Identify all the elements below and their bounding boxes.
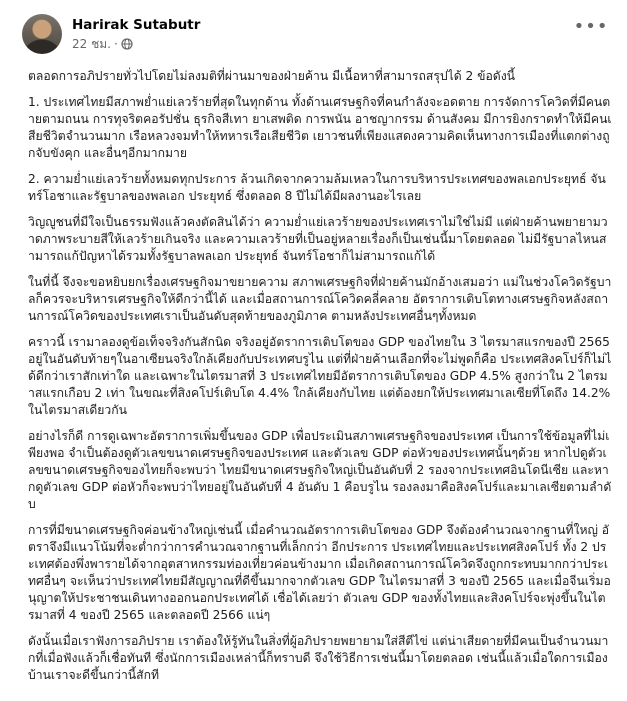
post-paragraph: ดังนั้นเมื่อเราฟังการอภิปราย เราต้องให้รู้ทันในสิ่งที่ผู้อภิปรายพยายามใส่สีตีไข่ แต่น่าเสียดายที่มีคนเป็นจำนวนมากที่เมื่อฟังแล้วก็เชื่อทันที ซึ่งนักการเมืองเหล่านี้ก็ทราบดี จึงใช้วิธีการเช่นนี้มาโดยตลอด เช่นนี้แล้วเมื่อใดการเมืองบ้านเราจะดีขึ้นกว่านี้สักที	[28, 634, 609, 682]
post-paragraph: การที่มีขนาดเศรษฐกิจค่อนข้างใหญ่เช่นนี้ เมื่อคำนวณอัตราการเติบโตของ GDP จึงต้องคำนวณจากฐานที่ใหญ่ อัตราจึงมีแนวโน้มที่จะต่ำกว่าการคำนวณจากฐานที่เล็กกว่า อีกประการ ประเทศไทยและประเทศสิงคโปร์ ทั้ง 2 ประเทศต้องพึ่งพารายได้จากอุตสาหกรรมท่องเที่ยวค่อนข้างมาก เมื่อเกิดสถานการณ์โควิดจึงถูกกระทบมากกว่าประเทศอื่นๆ จะเห็นว่าประเทศไทยมีสัญญาณที่ดีขึ้นมากจากตัวเลข GDP ในไตรมาสที่ 3 ของปี 2565 และเมื่อจีนเริ่มอนุญาตให้ประชาชนเดินทางออกนอกประเทศได้ เชื่อได้เลยว่า ตัวเลข GDP ของทั้งไทยและสิงคโปร์จะพุ่งขึ้นในไตรมาสที่ 4 ของปี 2565 และตลอดปี 2566 แน่ๆ	[28, 523, 611, 622]
post-meta	[72, 17, 200, 52]
author-name[interactable]: Harirak Sutabutr	[72, 16, 201, 33]
post-paragraph: คราวนี้ เรามาลองดูข้อเท็จจริงกันสักนิด จริงอยู่อัตราการเติบโตของ GDP ของไทยใน 3 ไตรมาสแรกของปี 2565 อยู่ในอันดับท้ายๆในอาเซียนจริงใกล้เคียงกับประเทศบรูไน แต่ที่ฝ่ายค้านเลือกที่จะไม่พูดก็คือ ประเทศสิงคโปร์ก็ไม่ได้ดีกว่าเราสักเท่าใด และเฉพาะในไตรมาสที่ 3 ประเทศไทยมีอัตราการเติบโตของ GDP 4.5% สูงกว่าใน 2 ไตรมาสแรกเกือบ 2 เท่า ในขณะที่สิงคโปร์เติบโต 4.4% ใกล้เคียงกับไทย แต่ต้องยกให้ประเทศมาเลเซียที่โตถึง 14.2% ในไตรมาสเดียวกัน	[28, 335, 612, 417]
post-paragraph: 1. ประเทศไทยมีสภาพย่ำแย่เลวร้ายที่สุดในทุกด้าน ทั้งด้านเศรษฐกิจที่คนกำลังจะอดตาย การจัดการโควิดที่มีคนตายตามถนน การทุจริตคอรัปชั่น ธุรกิจสีเทา ยาเสพติด การพนัน อาชญากรรม ด้านสังคม มีการยิงกราดทำให้มีคนเสียชีวิตจำนวนมาก เรือหลวงจมทำให้ทหารเรือเสียชีวิต เยาวชนที่เพียงแสดงความคิดเห็นทางการเมืองที่แตกต่างถูกจับขังคุก และอื่นๆอีกมากมาย	[28, 95, 612, 160]
post-body	[28, 68, 612, 693]
post-paragraph: ในที่นี้ จึงจะขอหยิบยกเรื่องเศรษฐกิจมาขยายความ สภาพเศรษฐกิจที่ฝ่ายค้านมักอ้างเสมอว่า แม่ในช่วงโควิดรัฐบาลก็ควรจะบริหารเศรษฐกิจให้ดีกว่านี้ได้ และเมื่อสถานการณ์โควิดคลี่คลาย อัตราการเติบโตทางเศรษฐกิจหลังสถานการณ์โควิดของประเทศเราเป็นอันดับสุดท้ายของภูมิภาค ตามหลังประเทศอื่นๆทั้งหมด	[28, 275, 612, 323]
separator-dot: ·	[113, 36, 118, 51]
globe-icon[interactable]	[121, 38, 133, 50]
post-subtitle	[72, 36, 200, 52]
post-paragraph: อย่างไรก็ดี การดูเฉพาะอัตราการเพิ่มขึ้นของ GDP เพื่อประเมินสภาพเศรษฐกิจของประเทศ เป็นการใช้ข้อมูลที่ไม่เพียงพอ จำเป็นต้องดูตัวเลขขนาดเศรษฐกิจของประเทศ และตัวเลข GDP ต่อหัวของประเทศนั้นๆด้วย หากไปดูตัวเลขขนาดเศรษฐกิจของไทยก็จะพบว่า ไทยมีขนาดเศรษฐกิจใหญ่เป็นอันดับที่ 2 รองจากประเทศอินโดนีเซีย และหากดูตัวเลข GDP ต่อหัวก็จะพบว่าไทยอยู่ในอันดับที่ 4 อันดับ 1 คือบรูไน รองลงมาคือสิงคโปร์และมาเลเซียตามลำดับ	[28, 429, 612, 511]
post-paragraph: วิญญูชนที่มีใจเป็นธรรมฟังแล้วคงตัดสินได้ว่า ความย่ำแย่เลวร้ายของประเทศเราไม่ใช่ไม่มี แต่ฝ่ายค้านพยายามวาดภาพระบายสีให้เลวร้ายเกินจริง และความเลวร้ายที่เป็นอยู่หลายเรื่องก็เป็นเช่นนี้มาโดยตลอด ไม่มีรัฐบาลไหนสามารถแก้ปัญหาได้รวมทั้งรัฐบาลพลเอก ประยุทธ์ จันทร์โอชาก็ไม่สามารถแก้ได้	[28, 215, 608, 263]
post-paragraph: 2. ความย่ำแย่เลวร้ายทั้งหมดทุกประการ ล้วนเกิดจากความล้มเหลวในการบริหารประเทศของพลเอกประยุทธ์ จันทร์โอชาและรัฐบาลของพลเอก ประยุทธ์ ซึ่งตลอด 8 ปีไม่ได้มีผลงานอะไรเลย	[28, 172, 606, 203]
post-timestamp[interactable]: 22 ชม.	[72, 36, 111, 51]
post-paragraph: ตลอดการอภิปรายทั่วไปโดยไม่ลงมติที่ผ่านมาของฝ่ายค้าน มีเนื้อหาที่สามารถสรุปได้ 2 ข้อดังนี้	[28, 69, 516, 83]
more-options-icon[interactable]: •••	[573, 15, 609, 37]
avatar[interactable]	[22, 14, 62, 54]
post-header	[22, 14, 200, 54]
